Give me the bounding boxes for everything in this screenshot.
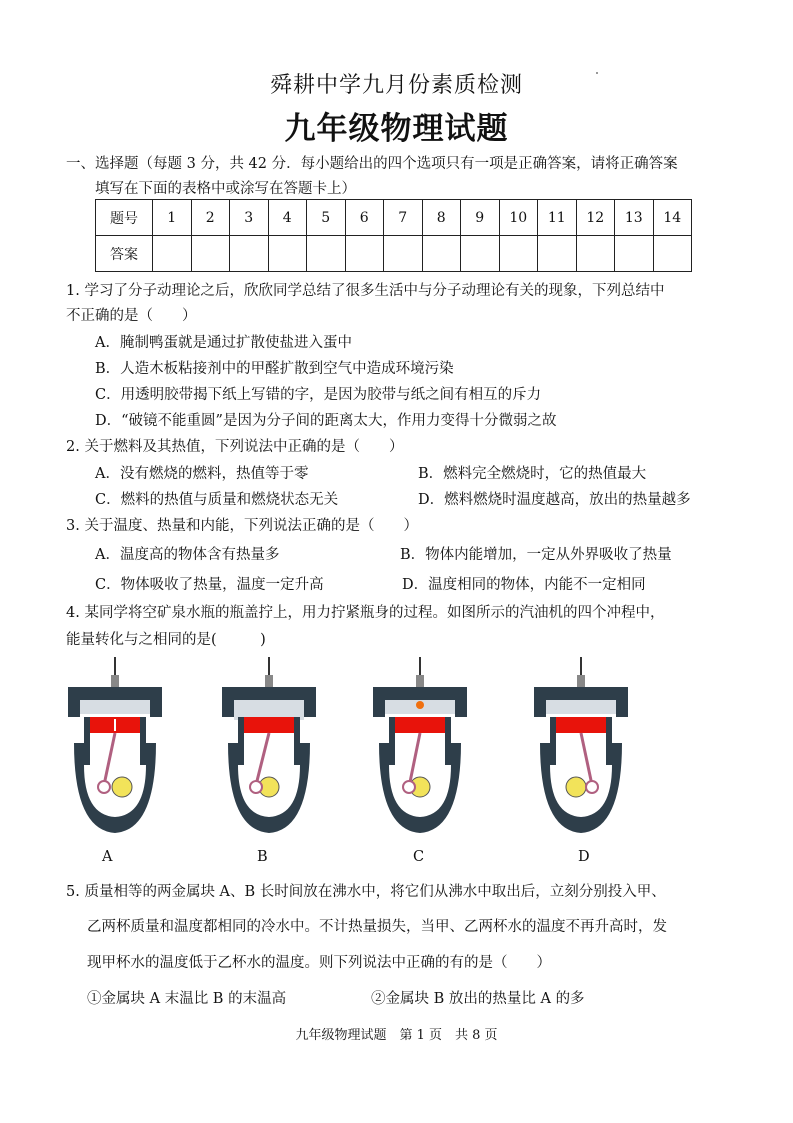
answer-cell[interactable] <box>576 236 615 272</box>
q5-stem-line2: 乙两杯质量和温度都相同的冷水中。不计热量损失，当甲、乙两杯水的温度不再升高时，发 <box>87 919 667 935</box>
q5-stem-line1: 5. 质量相等的两金属块 A、B 长时间放在沸水中，将它们从沸水中取出后，立刻分别投入甲、 <box>66 884 666 900</box>
number-cell: 2 <box>191 200 230 236</box>
engine-label-d: D <box>578 849 590 865</box>
q5-statement-2: ②金属块 B 放出的热量比 A 的多 <box>371 991 585 1007</box>
number-cell: 13 <box>615 200 654 236</box>
q2-option-c: C．燃料的热值与质量和燃烧状态无关 <box>95 492 339 508</box>
q3-option-a: A．温度高的物体含有热量多 <box>95 547 280 563</box>
q1-stem-line2: 不正确的是（ ） <box>66 308 197 324</box>
number-cell: 8 <box>422 200 461 236</box>
q1-option-b: B．人造木板粘接剂中的甲醛扩散到空气中造成环境污染 <box>95 361 454 377</box>
answer-cell[interactable] <box>653 236 692 272</box>
number-cell: 12 <box>576 200 615 236</box>
q3-stem: 3. 关于温度、热量和内能，下列说法正确的是（ ） <box>66 518 418 534</box>
engine-diagram-c <box>365 655 475 840</box>
q1-option-c: C．用透明胶带揭下纸上写错的字，是因为胶带与纸之间有相互的斥力 <box>95 387 542 403</box>
q3-option-c: C．物体吸收了热量，温度一定升高 <box>95 577 324 593</box>
answer-cell[interactable] <box>345 236 384 272</box>
row-label-answer: 答案 <box>96 236 153 272</box>
answer-cell[interactable] <box>307 236 346 272</box>
q3-option-b: B．物体内能增加，一定从外界吸收了热量 <box>400 547 672 563</box>
number-cell: 1 <box>153 200 192 236</box>
exam-title: 九年级物理试题 <box>284 111 509 147</box>
answer-cell[interactable] <box>191 236 230 272</box>
engine-diagram-d <box>526 655 636 840</box>
q2-option-d: D．燃料燃烧时温度越高，放出的热量越多 <box>418 492 691 508</box>
q2-stem: 2. 关于燃料及其热值，下列说法中正确的是（ ） <box>66 439 404 455</box>
answer-cell[interactable] <box>268 236 307 272</box>
number-cell: 4 <box>268 200 307 236</box>
number-cell: 3 <box>230 200 269 236</box>
q3-option-d: D．温度相同的物体，内能不一定相同 <box>402 577 646 593</box>
q1-option-a: A．腌制鸭蛋就是通过扩散使盐进入蛋中 <box>95 335 352 351</box>
number-cell: 9 <box>461 200 500 236</box>
q5-stem-line3: 现甲杯水的温度低于乙杯水的温度。则下列说法中正确的有的是（ ） <box>87 955 551 971</box>
answer-cell[interactable] <box>461 236 500 272</box>
number-cell: 11 <box>538 200 577 236</box>
answer-cell[interactable] <box>422 236 461 272</box>
engine-label-b: B <box>257 849 268 865</box>
answer-cell[interactable] <box>384 236 423 272</box>
number-cell: 10 <box>499 200 538 236</box>
answer-cell[interactable] <box>615 236 654 272</box>
answer-cell[interactable] <box>153 236 192 272</box>
section-instruction-line1: 一、选择题（每题 3 分，共 42 分．每小题给出的四个选项只有一项是正确答案，请将正确答案 <box>66 156 678 172</box>
answer-cell[interactable] <box>499 236 538 272</box>
q1-stem-line1: 1. 学习了分子动理论之后，欣欣同学总结了很多生活中与分子动理论有关的现象，下列总结中 <box>66 283 665 299</box>
q5-statement-1: ①金属块 A 末温比 B 的末温高 <box>87 991 287 1007</box>
q2-option-b: B．燃料完全燃烧时，它的热值最大 <box>418 466 647 482</box>
page-footer: 九年级物理试题 第 1 页 共 8 页 <box>295 1028 498 1043</box>
answer-table <box>95 199 692 272</box>
number-cell: 6 <box>345 200 384 236</box>
answer-cell[interactable] <box>538 236 577 272</box>
number-cell: 5 <box>307 200 346 236</box>
school-name: 舜耕中学九月份素质检测 <box>269 73 523 98</box>
engine-diagram-b <box>214 655 324 840</box>
number-cell: 7 <box>384 200 423 236</box>
answer-table-answer-row <box>96 236 692 272</box>
q4-stem-line2: 能量转化与之相同的是( ) <box>66 632 266 648</box>
q4-stem-line1: 4. 某同学将空矿泉水瓶的瓶盖拧上，用力拧紧瓶身的过程。如图所示的汽油机的四个冲程中， <box>66 605 665 621</box>
q2-option-a: A．没有燃烧的燃料，热值等于零 <box>95 466 309 482</box>
engine-diagram-a <box>60 655 170 840</box>
engine-label-c: C <box>413 849 425 865</box>
answer-table-number-row <box>96 200 692 236</box>
row-label-number: 题号 <box>96 200 153 236</box>
answer-cell[interactable] <box>230 236 269 272</box>
engine-label-a: A <box>102 849 113 865</box>
number-cell: 14 <box>653 200 692 236</box>
q1-option-d: D．“破镜不能重圆”是因为分子间的距离太大，作用力变得十分微弱之故 <box>95 413 557 429</box>
section-instruction-line2: 填写在下面的表格中或涂写在答题卡上） <box>95 181 356 197</box>
